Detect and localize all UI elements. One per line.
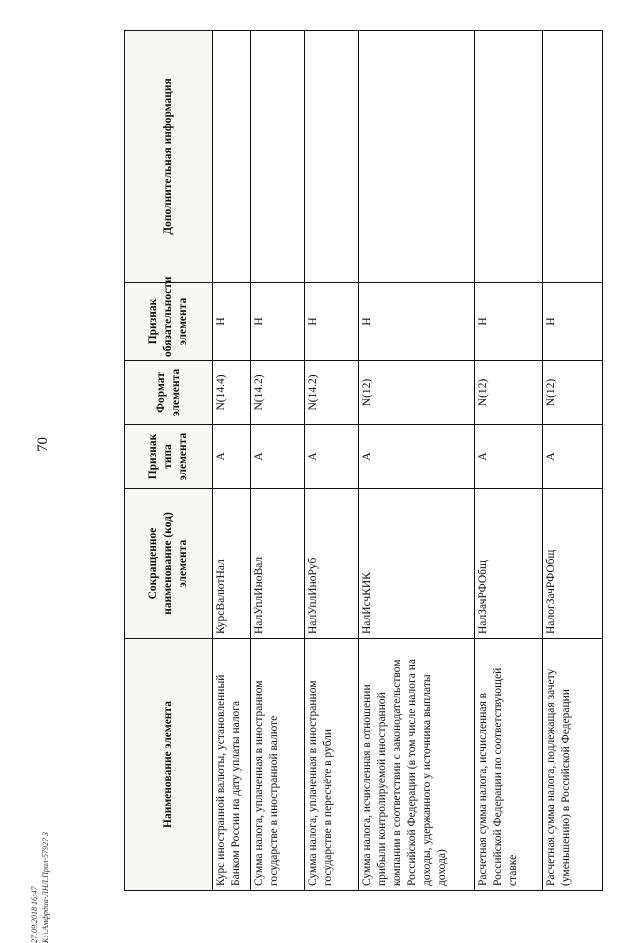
table-row [359, 31, 475, 891]
header-element-name: Наименование элемента [125, 639, 213, 891]
cell-obligatory: Н [475, 283, 543, 361]
cell-code: НалИсчКИК [359, 489, 475, 639]
data-table [124, 30, 603, 891]
rotated-table-container [124, 31, 602, 891]
cell-info [251, 31, 305, 283]
table-row [213, 31, 251, 891]
cell-obligatory: Н [213, 283, 251, 361]
header-format: Формат элемента [125, 361, 213, 425]
table-row [543, 31, 603, 891]
cell-code: НалУплИноВал [251, 489, 305, 639]
cell-code: НалогЗачРФОбщ [543, 489, 603, 639]
cell-name: Сумма налога, исчисленная в отношении прибыли контролируемой иностранной компании в соответствии с законодательством Российской Федерации (в том числе налога на доходы, удержанного у источника выплаты дохода) [359, 639, 475, 891]
cell-obligatory: Н [305, 283, 359, 361]
table-header-row [125, 31, 213, 891]
cell-info [213, 31, 251, 283]
cell-format: N(14.2) [251, 361, 305, 425]
cell-name: Курс иностранной валюты, установленный Банком России на дату уплаты налога [213, 639, 251, 891]
cell-type: А [543, 425, 603, 489]
cell-type: А [213, 425, 251, 489]
cell-format: N(12) [475, 361, 543, 425]
cell-info [359, 31, 475, 283]
cell-name: Расчетная сумма налога, подлежащая зачету (уменьшению) в Российской Федерации [543, 639, 603, 891]
cell-info [543, 31, 603, 283]
table-row [475, 31, 543, 891]
cell-info [475, 31, 543, 283]
footer-timestamp: 27.09.2018 16:47 [30, 886, 39, 943]
table-row [305, 31, 359, 891]
header-short-code: Сокращенное наименование (код) элемента [125, 489, 213, 639]
cell-format: N(12) [359, 361, 475, 425]
cell-obligatory: Н [251, 283, 305, 361]
cell-obligatory: Н [543, 283, 603, 361]
cell-code: КурсВалютНал [213, 489, 251, 639]
cell-code: НалЗачРФОбщ [475, 489, 543, 639]
cell-type: А [359, 425, 475, 489]
cell-name: Расчетная сумма налога, исчисленная в Российской Федерации по соответствующей ставке [475, 639, 543, 891]
cell-format: N(12) [543, 361, 603, 425]
cell-type: А [305, 425, 359, 489]
cell-code: НалУплИноРуб [305, 489, 359, 639]
cell-type: А [475, 425, 543, 489]
cell-name: Сумма налога, уплаченная в иностранном государстве в пересчёте в рубли [305, 639, 359, 891]
cell-obligatory: Н [359, 283, 475, 361]
cell-name: Сумма налога, уплаченная в иностранном государстве в иностранной валюте [251, 639, 305, 891]
table-row [251, 31, 305, 891]
cell-info [305, 31, 359, 283]
page-number: 70 [35, 437, 51, 452]
footer-file-path: К:\.Амфрдиа-ЛНЛ.Прил-5792? З [41, 832, 50, 943]
header-type: Признак типа элемента [125, 425, 213, 489]
header-additional-info: Дополнительная информация [125, 31, 213, 283]
footer-stamp [29, 723, 55, 943]
cell-type: А [251, 425, 305, 489]
header-obligatory: Признак обязательности элемента [125, 283, 213, 361]
cell-format: N(14.4) [213, 361, 251, 425]
cell-format: N(14.2) [305, 361, 359, 425]
